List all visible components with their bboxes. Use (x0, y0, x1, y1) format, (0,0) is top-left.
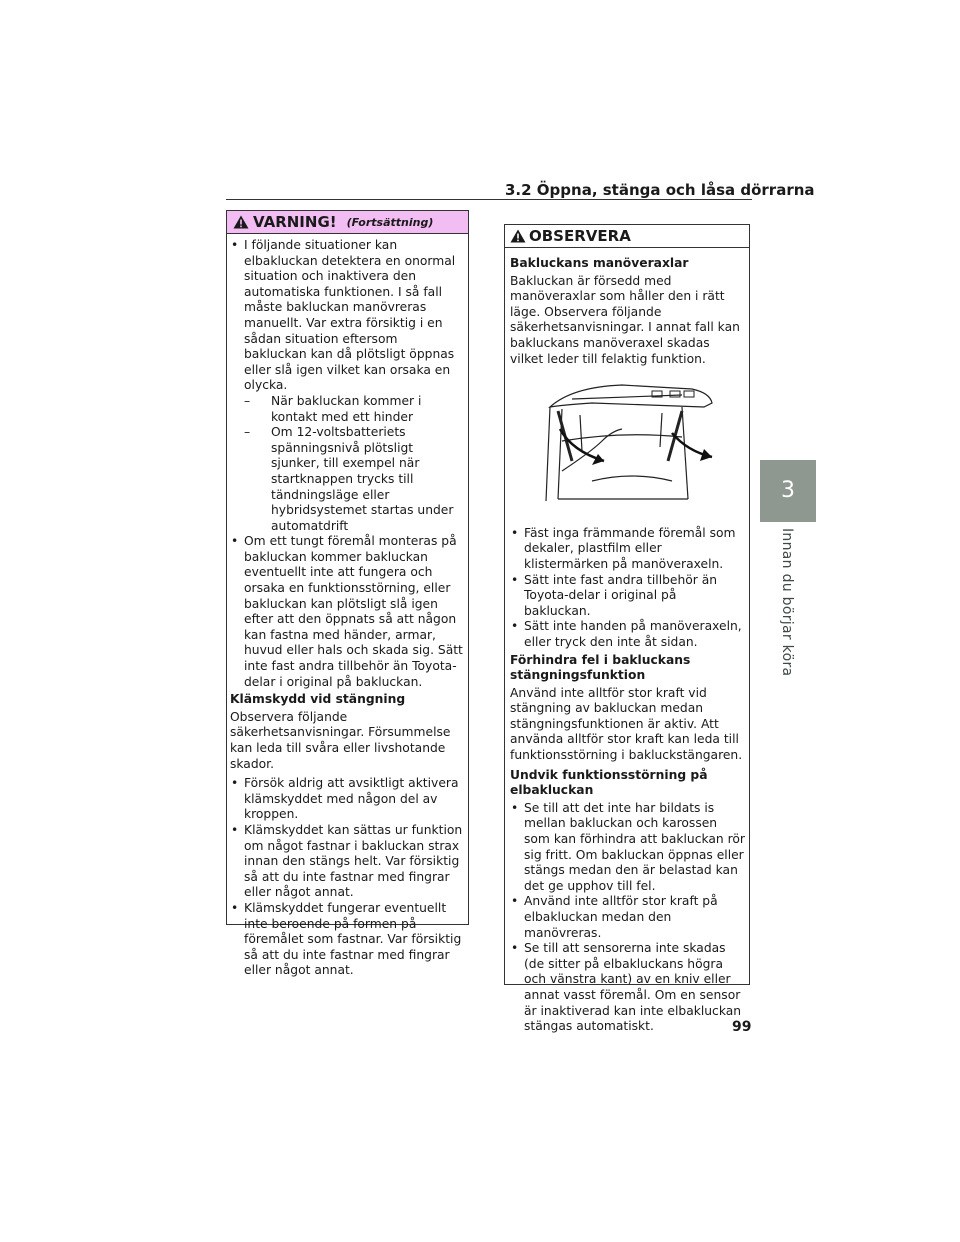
section-header: 3.2 Öppna, stänga och låsa dörrarna (505, 181, 815, 199)
tailgate-struts-illustration (532, 381, 714, 509)
warning-header (227, 211, 468, 234)
list-item: – Om 12-voltsbatteriets spänningsnivå plötsligt sjunker, till exempel när startknappen trycks till tändningsläge eller hybridsystemet startas under automatdrift (244, 425, 464, 534)
page-number: 99 (732, 1019, 752, 1035)
list-item: • Klämskyddet fungerar eventuellt inte beroende på formen på föremålet som fastnar. Var försiktig så att du inte fastnar med fingrar eller något annat. (230, 901, 464, 979)
list-item: • Sätt inte handen på manöveraxeln, eller tryck den inte åt sidan. (510, 619, 745, 650)
list-item: • Se till att det inte har bildats is mellan bakluckan och karossen som kan förhindra att bakluckan rör sig fritt. Om bakluckan öppnas eller stängs medan den är belastad kan det ge upphov till fel. (510, 801, 745, 895)
list-item: • Använd inte alltför stor kraft på elbakluckan medan den manövreras. (510, 894, 745, 941)
warning-body (227, 234, 468, 979)
warning-triangle-icon (233, 215, 249, 229)
chapter-tab (760, 460, 816, 522)
paragraph: Bakluckan är försedd med manöveraxlar som håller den i rätt läge. Observera följande säkerhetsanvisningar. I annat fall kan bakluckans manöveraxel skadas vilket leder till felaktig funktion. (510, 273, 740, 366)
paragraph: Observera följande säkerhetsanvisningar. Försummelse kan leda till svåra eller livshotande skador. (230, 709, 451, 771)
list-item: • Se till att sensorerna inte skadas (de sitter på elbakluckans högra och vänstra kant) av en kniv eller annat vasst föremål. Om en sensor är inaktiverad kan inte elbakluckan stängas automatiskt. (510, 941, 745, 1035)
list-item: • Försök aldrig att avsiktligt aktivera klämskyddet med någon del av kroppen. (230, 776, 464, 823)
list-item: • Om ett tungt föremål monteras på bakluckan kommer bakluckan eventuellt inte att fungera och orsaka en funktionsstörning, eller bakluckan kan plötsligt slå igen efter att den öppnats så att någon kan fastna med händer, armar, huvud eller hals och skada sig. Sätt inte fast andra tillbehör än Toyota-delar i original på bakluckan. (230, 534, 464, 690)
section-heading: Undvik funktionsstörning på elbakluckan (510, 767, 708, 798)
section-heading: Förhindra fel i bakluckans stängningsfunktion (510, 652, 691, 683)
list-item: • Fäst inga främmande föremål som dekaler, plastfilm eller klistermärken på manöveraxeln. (510, 526, 745, 573)
warning-box (226, 210, 469, 978)
list-item: • Sätt inte fast andra tillbehör än Toyota-delar i original på bakluckan. (510, 573, 745, 620)
list-item: • I följande situationer kan elbakluckan detektera en onormal situation och inaktivera den automatiska funktionen. I så fall måste bakluckan manövreras manuellt. Var extra försiktig i en sådan situation eftersom bakluckan kan då plötsligt öppnas eller slå igen vilket kan orsaka en olycka. – När bakluckan kommer i kontakt med ett hinder – Om 12-voltsbatteriets spänningsnivå plötsligt sjunker, till exempel när startknappen trycks till tändningsläge eller hybridsystemet startas under automatdrift (230, 238, 464, 534)
header-rule (226, 199, 752, 200)
section-heading: Bakluckans manöveraxlar (510, 256, 689, 270)
chapter-label: Innan du börjar köra (779, 528, 795, 677)
notice-title: OBSERVERA (529, 227, 631, 245)
paragraph: Använd inte alltför stor kraft vid stängning av bakluckan medan stängningsfunktionen är aktiv. Att använda alltför stor kraft kan leda till funktionsstörning i bakluckstängaren. (510, 685, 743, 763)
list-item: – När bakluckan kommer i kontakt med ett hinder (244, 394, 464, 425)
warning-title: VARNING! (253, 213, 337, 231)
notice-header (505, 225, 749, 248)
chapter-number: 3 (781, 478, 795, 503)
warning-triangle-icon (510, 229, 526, 243)
list-item: • Klämskyddet kan sättas ur funktion om något fastnar i bakluckan strax innan den stängs helt. Var försiktig så att du inte fastnar med fingrar eller något annat. (230, 823, 464, 901)
section-heading: Klämskydd vid stängning (230, 692, 406, 707)
warning-subtitle: (Fortsättning) (346, 215, 434, 229)
notice-body (505, 248, 752, 1035)
